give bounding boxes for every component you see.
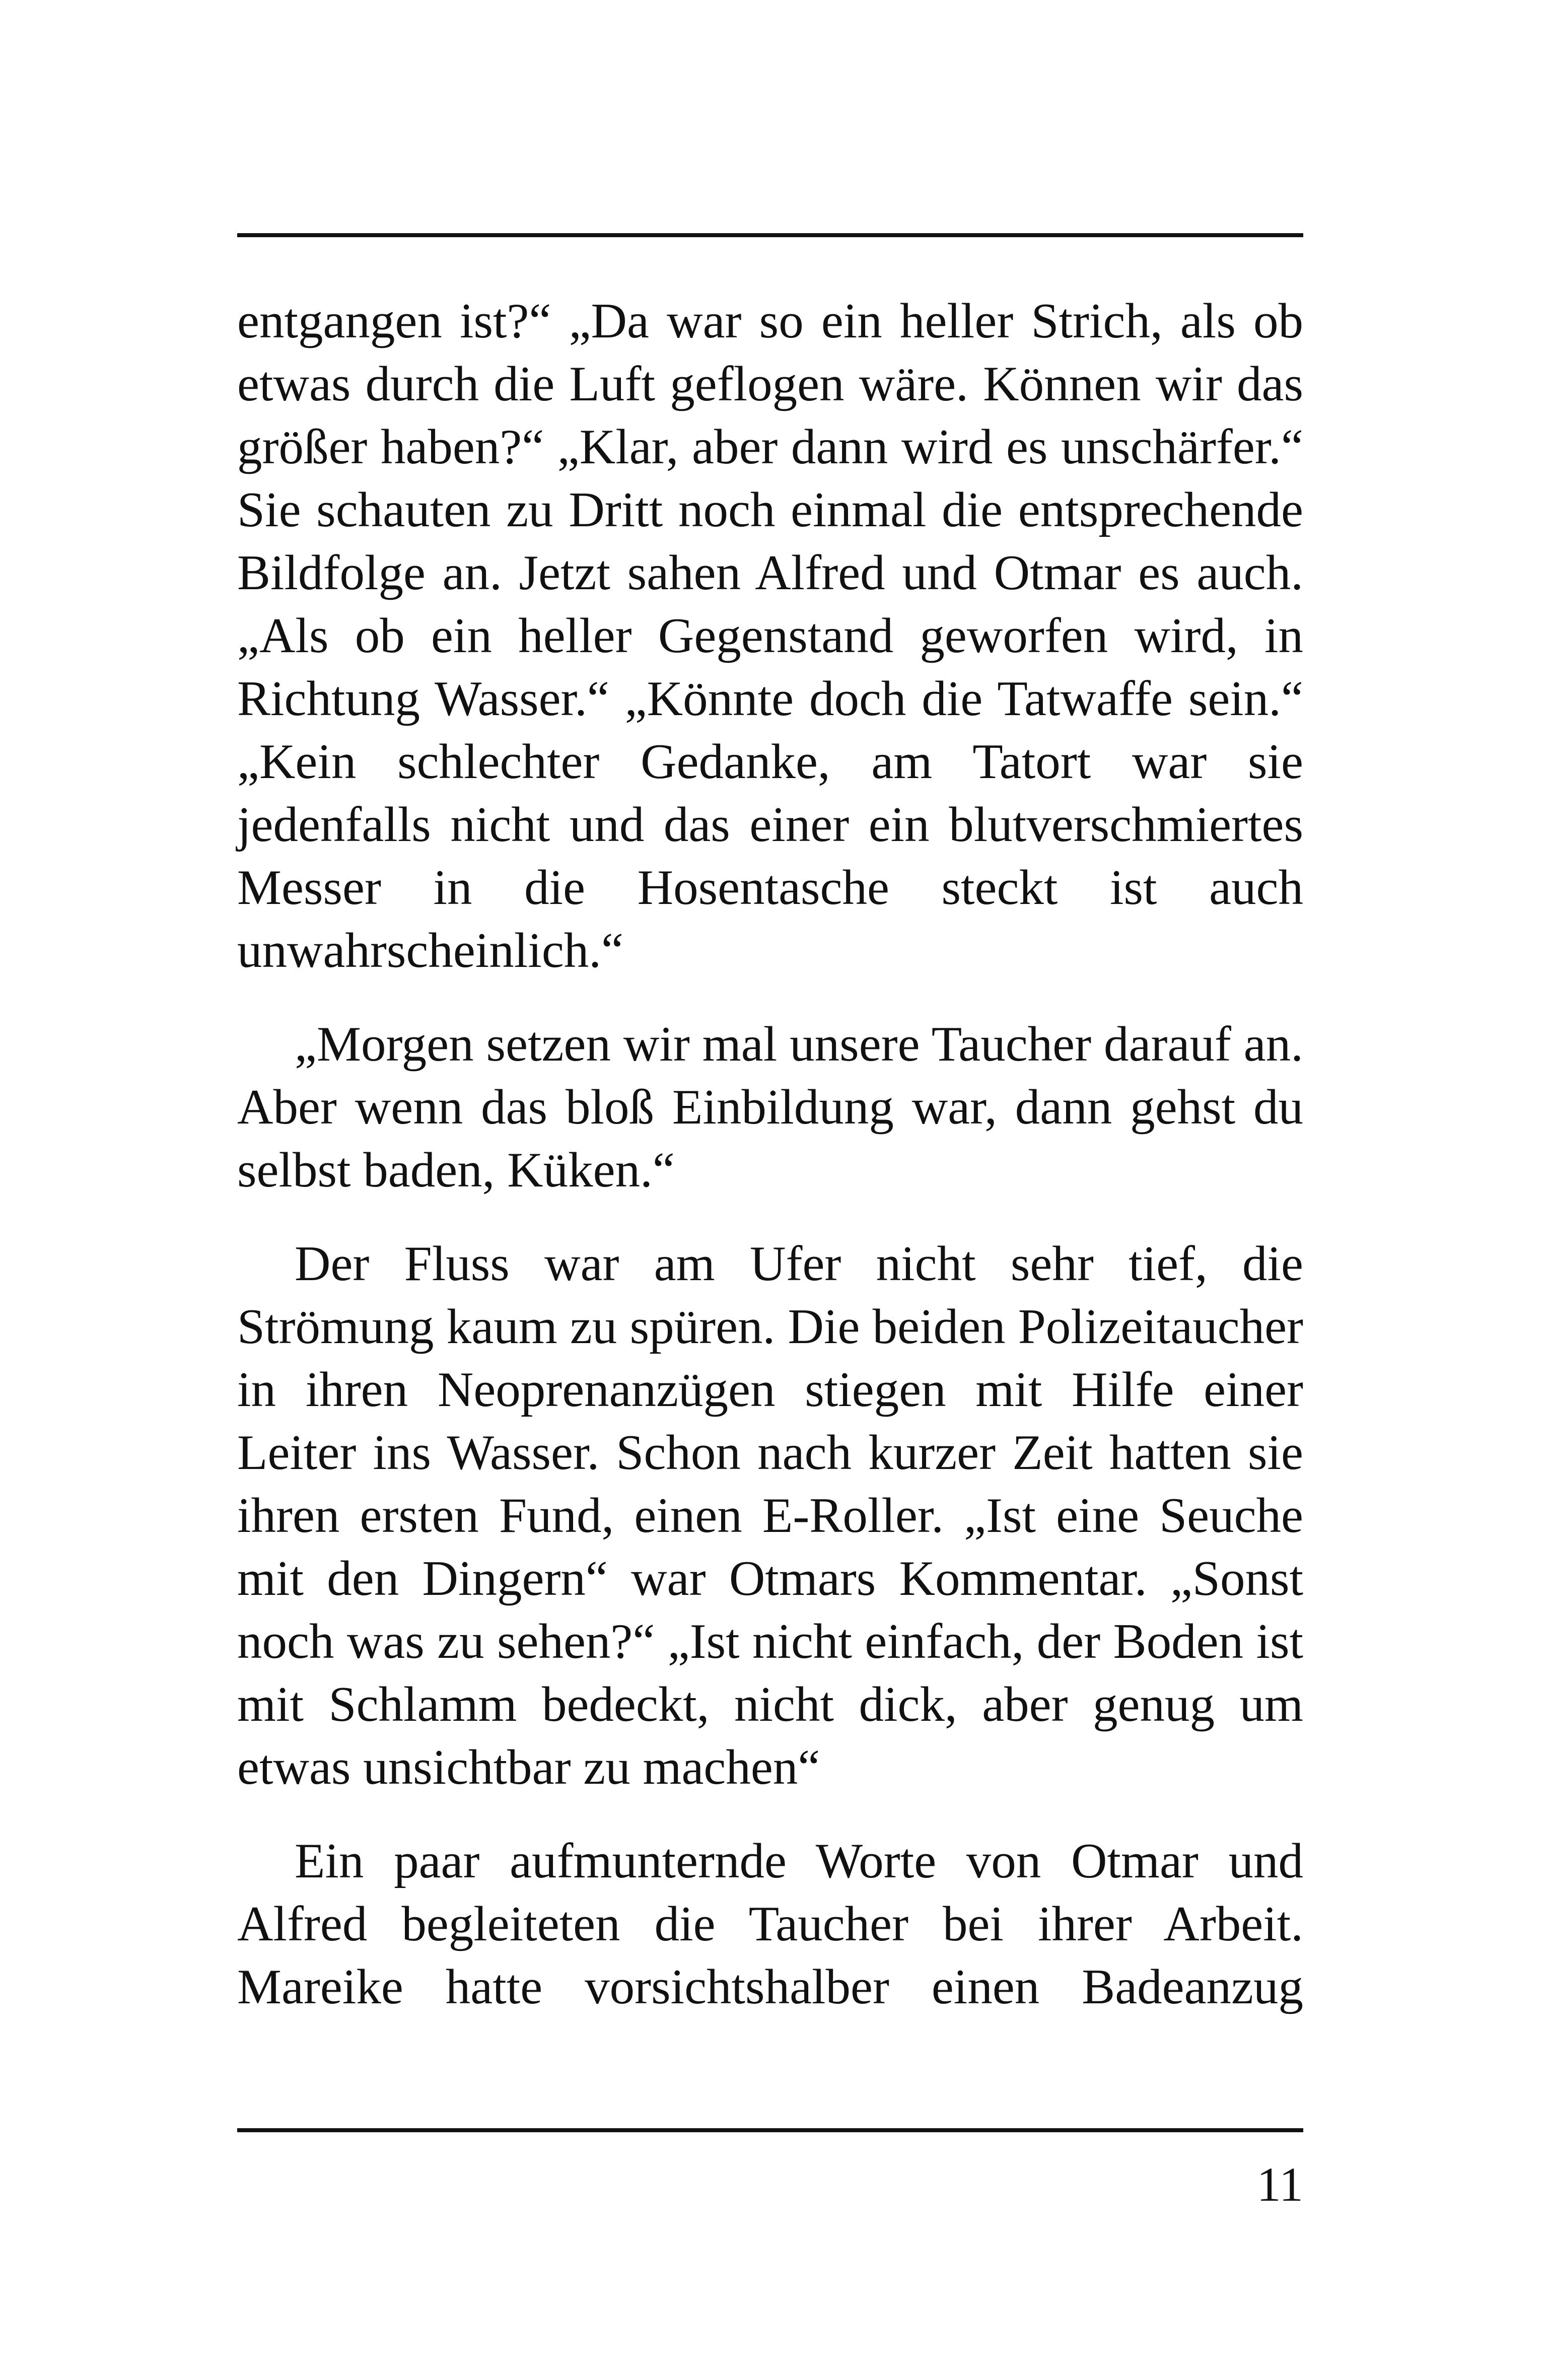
paragraph-1: entgangen ist?“ „Da war so ein heller Strich, als ob etwas durch die Luft geflogen wäre. Können wir das größer haben?“ „Klar, aber dann wird es unschärfer.“ Sie schauten zu Dritt noch einmal die entsprechende Bildfolge an. Jetzt sahen Alfred und Otmar es auch. „Als ob ein heller Gegenstand geworfen wird, in Richtung Wasser.“ „Könnte doch die Tatwaffe sein.“ „Kein schlechter Gedanke, am Tatort war sie jedenfalls nicht und das einer ein blutverschmiertes Messer in die Hosentasche steckt ist auch unwahrscheinlich.“ [237,294,1303,978]
paragraph-2: „Morgen setzen wir mal unsere Taucher darauf an. Aber wenn das bloß Einbildung war, dann gehst du selbst baden, Küken.“ [237,1017,1303,1198]
paragraph-4: Ein paar aufmunternde Worte von Otmar und Alfred begleiteten die Taucher bei ihrer Arbeit. Mareike hatte vorsichtshalber einen Badeanzug [237,1834,1303,2014]
footer-rule [237,2128,1303,2132]
page-number: 11 [1256,2157,1303,2211]
body-text [237,290,1303,2049]
header-rule [237,233,1303,237]
paragraph-3: Der Fluss war am Ufer nicht sehr tief, die Strömung kaum zu spüren. Die beiden Polizeitaucher in ihren Neoprenanzügen stiegen mit Hilfe einer Leiter ins Wasser. Schon nach kurzer Zeit hatten sie ihren ersten Fund, einen E-Roller. „Ist eine Seuche mit den Dingern“ war Otmars Kommentar. „Sonst noch was zu sehen?“ „Ist nicht einfach, der Boden ist mit Schlamm bedeckt, nicht dick, aber genug um etwas unsichtbar zu machen“ [237,1236,1303,1795]
